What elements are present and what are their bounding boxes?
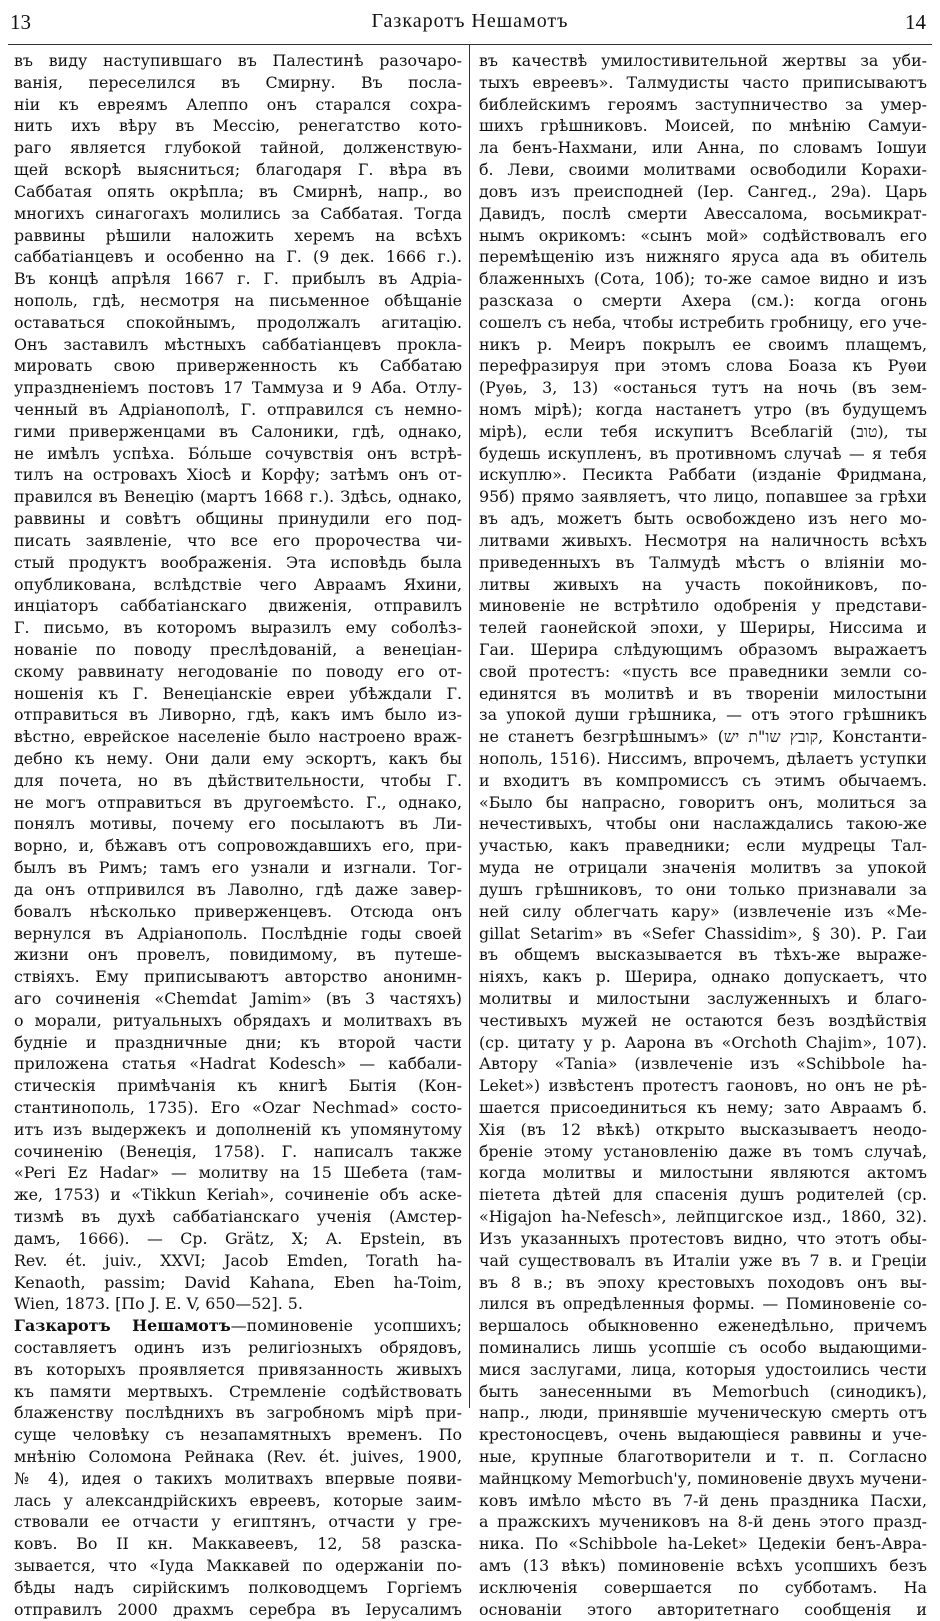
text-line: Rev. ét. juiv., XXVI; Jacob Emden, Torath ha- xyxy=(14,1250,462,1270)
text-line: мися заслугами, лица, которыя удостоились чести xyxy=(479,1359,927,1379)
text-line: за упокой души грѣшника, — отъ этого грѣшникъ xyxy=(479,705,927,725)
text-line: приведенныхъ въ Талмудѣ мѣстъ о вліяніи мо- xyxy=(479,552,927,572)
text-line: піетета дѣтей для спасенія душъ родителей (ср. xyxy=(479,1185,927,1205)
text-line: единятся въ молитвѣ и въ твореніи милостыни xyxy=(479,683,927,703)
text-line: раввины и совѣтъ общины принудили его под- xyxy=(14,509,462,529)
text-line: тилъ на островахъ Хіосѣ и Корфу; затѣмъ онъ от- xyxy=(14,465,462,485)
entry-heading-line xyxy=(14,1315,462,1337)
text-line: стантинополь, 1735). Его «Ozar Nechmad» состо- xyxy=(14,1098,462,1117)
text-line: не имѣлъ успѣха. Бóльше сочувствія онъ встрѣ- xyxy=(14,443,462,463)
text-line: для почета, но въ дѣйствительности, чтобы Г. xyxy=(14,770,462,790)
text-line: ніи къ евреямъ Алеппо онъ старался сохра- xyxy=(14,94,462,114)
text-line: «Higajon ha-Nefesch», лейпцигское изд., 1860, 32). xyxy=(479,1207,927,1227)
text-line: нополь, 1516). Ниссимъ, впрочемъ, дѣлаетъ уступки xyxy=(479,749,927,768)
text-line: оставаться спокойнымъ, продолжалъ агитацію. xyxy=(14,312,462,332)
text-line: нованіе по поводу преслѣдованій, а венеціан- xyxy=(14,639,462,659)
header-rule xyxy=(8,44,932,45)
text-line: гими приверженцами въ Салоники, гдѣ, однако, xyxy=(14,421,462,441)
text-line: бѣды надъ сирійскимъ полководцемъ Горгіемъ xyxy=(14,1577,462,1597)
text-line: gillat Setarim» въ «Sefer Chassidim», § 30). Р. Гаи xyxy=(479,923,927,943)
text-line: «Peri Ez Hadar» — молитву на 15 Шебета (там- xyxy=(14,1163,462,1183)
text-line: (Руѳь, 3, 13) «останься тутъ на ночь (въ зем- xyxy=(479,378,927,398)
text-line: телей гаонейской эпохи, у Шериры, Ниссима и xyxy=(479,618,927,638)
text-line: не станетъ безгрѣшнымъ» (קובץ שו"ת יש, Константи- xyxy=(479,727,927,747)
text-line: исключенія совершается по субботамъ. На xyxy=(479,1577,927,1597)
text-line: блаженству послѣднихъ въ загробномъ мірѣ при- xyxy=(14,1403,462,1423)
text-line: жизни онъ провелъ, повидимому, въ путеше- xyxy=(14,945,462,965)
text-line: честивыхъ мужей не остаются безъ воздѣйствія xyxy=(479,1010,927,1030)
text-line: б. Леви, своими молитвами освободили Корахи- xyxy=(479,160,927,180)
text-line: ношенія къ Г. Венеціанскіе евреи убѣждали Г. xyxy=(14,683,462,703)
text-line: упраздненіемъ постовъ 17 Таммуза и 9 Аба. Отлу- xyxy=(14,378,462,398)
text-line: Изъ указанныхъ протестовъ видно, что этотъ обы- xyxy=(479,1228,927,1248)
text-line: опубликована, вслѣдствіе чего Авраамъ Яхини, xyxy=(14,574,462,594)
text-line: перефразируя при этомъ слова Боаза къ Руѳи xyxy=(479,356,927,376)
right-page-number: 14 xyxy=(905,10,926,34)
text-line: дамъ, 1666). — Ср. Grätz, X; A. Epstein, въ xyxy=(14,1228,462,1248)
text-line: Саббатая опять окрѣпла; въ Смирнѣ, напр., во xyxy=(14,181,462,201)
text-line: разсказа о смерти Ахера (см.): когда огонь xyxy=(479,290,927,310)
text-line: ней силу облегчать кару» (извлеченіе изъ «Me- xyxy=(479,901,927,921)
text-line: понялъ мотивы, почему его посылаютъ въ Ли- xyxy=(14,814,462,834)
text-line: основаніи этого авторитетнаго сообщенія и xyxy=(479,1599,927,1619)
text-line: стый продуктъ воображенія. Эта исповѣдь была xyxy=(14,552,462,572)
text-line: да онъ отпривился въ Лаволно, гдѣ даже завер- xyxy=(14,879,462,899)
text-line: майнцкому Memorbuch'у, поминовеніе двухъ мучени- xyxy=(479,1468,927,1488)
text-line: муда не отрицали значенія молитвъ за упокой xyxy=(479,858,927,878)
text-line: нымъ окрикомъ: «сынъ мой» содѣйствовалъ его xyxy=(479,225,927,245)
text-line: Въ концѣ апрѣля 1667 г. Г. прибылъ въ Адріа- xyxy=(14,269,462,289)
text-line: ванія, переселился въ Смирну. Въ посла- xyxy=(14,72,462,92)
text-line: ковъ имѣло мѣсто въ 7-й день праздника Пасхи, xyxy=(479,1490,927,1510)
text-line: вѣстно, еврейское населеніе было настроено враж- xyxy=(14,727,462,747)
text-line: раго является глубокой тайной, долженствую- xyxy=(14,138,462,158)
text-line: нополь, гдѣ, несмотря на письменное обѣщаніе xyxy=(14,290,462,310)
text-line: зывается, что «Іуда Маккавей по одержаніи по- xyxy=(14,1556,462,1576)
text-line: (ср. цитату у р. Аарона въ «Orchoth Chajim», 107). xyxy=(479,1032,927,1052)
text-line: никъ р. Меиръ покрылъ ее своимъ плащемъ, xyxy=(479,334,927,354)
text-line: перемѣщенію изъ нижняго яруса ада въ обитель xyxy=(479,247,927,267)
text-line: Автору «Tania» (извлеченіе изъ «Schibbole ha- xyxy=(479,1054,927,1074)
text-line: ные, крупные благотворители и т. п. Согласно xyxy=(479,1447,927,1466)
text-line: бреніе этому установленію даже въ томъ случаѣ, xyxy=(479,1141,927,1161)
entry-title-continuation: —поминовеніе усопшихъ; xyxy=(230,1316,462,1336)
text-line: лился въ опредѣленныя формы. — Поминовеніе со- xyxy=(479,1294,927,1314)
text-line: когда молитвы и милостыни являются актомъ xyxy=(479,1163,927,1183)
text-line: нечестивыхъ, чтобы они наслаждались такою-же xyxy=(479,814,927,834)
running-header xyxy=(0,10,940,38)
text-line: сочиненію (Венеція, 1758). Г. написалъ также xyxy=(14,1141,462,1161)
text-line: амъ (13 вѣкъ) поминовеніе всѣхъ усопшихъ безъ xyxy=(479,1556,927,1576)
text-line: Давидъ, послѣ смерти Авессалома, восьмикрат- xyxy=(479,203,927,223)
text-line: нить ихъ вѣру въ Мессію, ренегатство кото- xyxy=(14,116,462,136)
text-line: шается присоединиться къ нему; зато Авраамъ б. xyxy=(479,1098,927,1117)
text-line: «Было бы напрасно, говоритъ онъ, молиться за xyxy=(479,792,927,812)
text-line: довъ изъ преисподней (Іер. Сангед., 29а). Царь xyxy=(479,181,927,201)
text-line: искуплю». Песикта Раббати (изданіе Фридмана, xyxy=(479,465,927,485)
text-line: будніе и праздничные дни; къ второй части xyxy=(14,1032,462,1052)
text-line: ковъ. Во II кн. Маккавеевъ, 12, 58 разска- xyxy=(14,1534,462,1554)
text-line: 95б) прямо заявляетъ, что лицо, попавшее за грѣхи xyxy=(479,487,927,507)
text-line: и входитъ въ компромиссъ съ этимъ обычаемъ. xyxy=(479,770,927,790)
text-line: писать заявленіе, что все его пророчества чи- xyxy=(14,530,462,550)
text-line: ствовали ее отчасти у египтянъ, отчасти у гре- xyxy=(14,1512,462,1532)
text-line: тизмѣ въ духѣ саббатіанскаго ученія (Амстер- xyxy=(14,1207,462,1227)
text-line: мнѣнію Соломона Рейнака (Rev. ét. juives, 1900, xyxy=(14,1447,462,1466)
text-line: вершалось обыкновенно еженедѣльно, причемъ xyxy=(479,1316,927,1336)
text-line: Leket») извѣстенъ протестъ гаоновъ, но онъ не рѣ- xyxy=(479,1076,927,1096)
right-column xyxy=(479,50,927,1621)
text-line: отправилъ 2000 драхмъ серебра въ Іерусалимъ xyxy=(14,1599,462,1619)
text-line: Wien, 1873. [По J. E. V, 650—52]. 5. xyxy=(14,1294,303,1314)
text-line: Хія (въ 12 вѣкѣ) открыто высказываетъ неодо- xyxy=(479,1119,927,1139)
text-line: въ адъ, можетъ быть освобождено изъ него мо- xyxy=(479,509,927,529)
text-line: душъ грѣшниковъ, то они только признавали за xyxy=(479,879,927,899)
text-line: библейскимъ героямъ заступничество за умер- xyxy=(479,94,927,114)
text-line: въ виду наступившаго въ Палестинѣ разочаро- xyxy=(14,51,462,70)
text-line: отправиться въ Ливорно, гдѣ, какъ имъ было из- xyxy=(14,705,462,725)
text-line: не могъ отправиться въ другоемѣсто. Г., однако, xyxy=(14,792,462,812)
text-line: бовалъ нѣсколько приверженцевъ. Отсюда онъ xyxy=(14,901,462,921)
text-line: Гаи. Шерира слѣдующимъ образомъ выражаетъ xyxy=(479,639,927,659)
text-line: напр., люди, принявшіе мученическую смерть отъ xyxy=(479,1403,927,1423)
text-line: поминались лишь усопшіе съ особо выдающими- xyxy=(479,1337,927,1357)
text-line: крестоносцевъ, очень выдающіеся раввины и уче- xyxy=(479,1425,927,1445)
text-line: въ которыхъ проявляется привязанность живыхъ xyxy=(14,1359,462,1379)
column-divider xyxy=(469,44,470,1408)
text-line: же, 1753) и «Tikkun Keriah», сочиненіе объ аске- xyxy=(14,1185,462,1205)
entry-title: Газкаротъ Нешамотъ xyxy=(14,1316,231,1336)
text-line: лась у александрійскихъ евреевъ, которые заим- xyxy=(14,1490,462,1510)
text-line: составляетъ одинъ изъ религіозныхъ обрядовъ, xyxy=(14,1337,462,1357)
text-line: а пражскихъ мучениковъ на 8-й день этого празд- xyxy=(479,1512,927,1532)
text-line: литвы живыхъ на участь покойниковъ, по- xyxy=(479,574,927,594)
text-line: чай существовалъ въ Италіи уже въ 7 в. и Греціи xyxy=(479,1250,927,1270)
text-line: правился въ Венецію (мартъ 1668 г.). Здѣсь, однако, xyxy=(14,487,462,507)
text-line: быть занесенными въ Memorbuch (синодикъ), xyxy=(479,1381,927,1401)
text-line: ніяхъ, какъ р. Шерира, однако допускаетъ, что xyxy=(479,967,927,987)
text-line: номъ мірѣ); когда настанетъ утро (въ будущемъ xyxy=(479,400,927,419)
text-line: суще человѣку съ незапамятныхъ временъ. По xyxy=(14,1425,462,1445)
text-line: многихъ синагогахъ молились за Саббатая. Тогда xyxy=(14,203,462,223)
text-line: мірѣ), если тебя искупитъ Всеблагій (טוב), ты xyxy=(479,421,927,441)
text-line: ника. По «Schibbole ha-Leket» Цедекіи бенъ-Авра- xyxy=(479,1534,927,1554)
text-line: ствіяхъ. Ему приписываютъ авторство анонимн- xyxy=(14,967,462,987)
text-line: въ качествѣ умилостивительной жертвы за уби- xyxy=(479,51,927,70)
text-line: аго сочиненія «Chemdat Jamim» (въ 3 частяхъ) xyxy=(14,988,462,1008)
text-line: ворно, и, бѣжавъ отъ сопровождавшихъ его, при- xyxy=(14,836,462,856)
text-line: приложена статья «Hadrat Kodesch» — каббали- xyxy=(14,1054,462,1074)
text-line: шихъ грѣшниковъ. Моисей, по мнѣнію Самуи- xyxy=(479,116,927,136)
text-line: итъ изъ выдержекъ и дополненій къ упомянутому xyxy=(14,1119,462,1139)
left-page-number: 13 xyxy=(10,10,31,34)
text-line: мировать свою приверженность къ Саббатаю xyxy=(14,356,462,376)
text-line: о морали, ритуальныхъ обрядахъ и молитвахъ въ xyxy=(14,1010,462,1030)
text-line: въ 8 в.; въ эпоху крестовыхъ походовъ онъ вы- xyxy=(479,1272,927,1292)
text-line: саббатіанцевъ и особенно на Г. (9 дек. 1666 г.). xyxy=(14,247,462,267)
text-line: щей вскорѣ выясниться; благодаря Г. вѣра въ xyxy=(14,160,462,180)
text-line: миновеніе не встрѣтило одобренія у представи- xyxy=(479,596,927,616)
text-line: къ памяти мертвыхъ. Стремленіе содѣйствовать xyxy=(14,1381,462,1401)
text-line: раввины рѣшили наложить херемъ на всѣхъ xyxy=(14,225,462,245)
text-line: Kenaoth, passim; David Kahana, Eben ha-Toim, xyxy=(14,1272,462,1292)
text-line: свой протестъ: «пусть все праведники земли со- xyxy=(479,661,927,681)
text-line: вернулся въ Адріанополь. Послѣдніе годы своей xyxy=(14,923,462,943)
text-line: № 4), идея о такихъ молитвахъ впервые появи- xyxy=(14,1468,462,1488)
text-line: инціаторъ саббатіанскаго движенія, отправилъ xyxy=(14,596,462,616)
text-line: ла бенъ-Нахмани, или Анна, по словамъ Іошуи xyxy=(479,138,927,158)
text-line: Г. письмо, въ которомъ выразилъ ему соболѣз- xyxy=(14,618,462,638)
text-line: молитвы и милостыни заслуженныхъ и благо- xyxy=(479,988,927,1008)
text-line: участью, какъ праведники; если мудрецы Тал- xyxy=(479,836,927,856)
left-column xyxy=(14,50,462,1621)
text-line: блаженныхъ (Сота, 10б); то-же самое видно и изъ xyxy=(479,269,927,289)
text-line: стическія примѣчанія къ книгѣ Бытія (Кон- xyxy=(14,1076,462,1096)
text-line: сошелъ съ неба, чтобы истребить гробницу, его уче- xyxy=(479,312,927,332)
text-line: будешь искупленъ, въ противномъ случаѣ — я тебя xyxy=(479,443,927,463)
text-line: въ общемъ высказывается въ тѣхъ-же выраже- xyxy=(479,945,927,965)
text-line: литвами живыхъ. Несмотря на наличность всѣхъ xyxy=(479,530,927,550)
running-title: Газкаротъ Нешамотъ xyxy=(371,10,569,32)
text-line: Онъ заставилъ мѣстныхъ саббатіанцевъ прокла- xyxy=(14,334,462,354)
text-line: скому раввинату негодованіе по поводу его от- xyxy=(14,661,462,681)
text-line: дебно къ нему. Они дали ему эскортъ, какъ бы xyxy=(14,749,462,768)
text-line: ченный въ Адріанополѣ, Г. отправился съ немно- xyxy=(14,400,462,419)
text-line: тыхъ евреевъ». Талмудисты часто приписываютъ xyxy=(479,72,927,92)
text-line: былъ въ Римъ; тамъ его узнали и изгнали. Тог- xyxy=(14,858,462,878)
